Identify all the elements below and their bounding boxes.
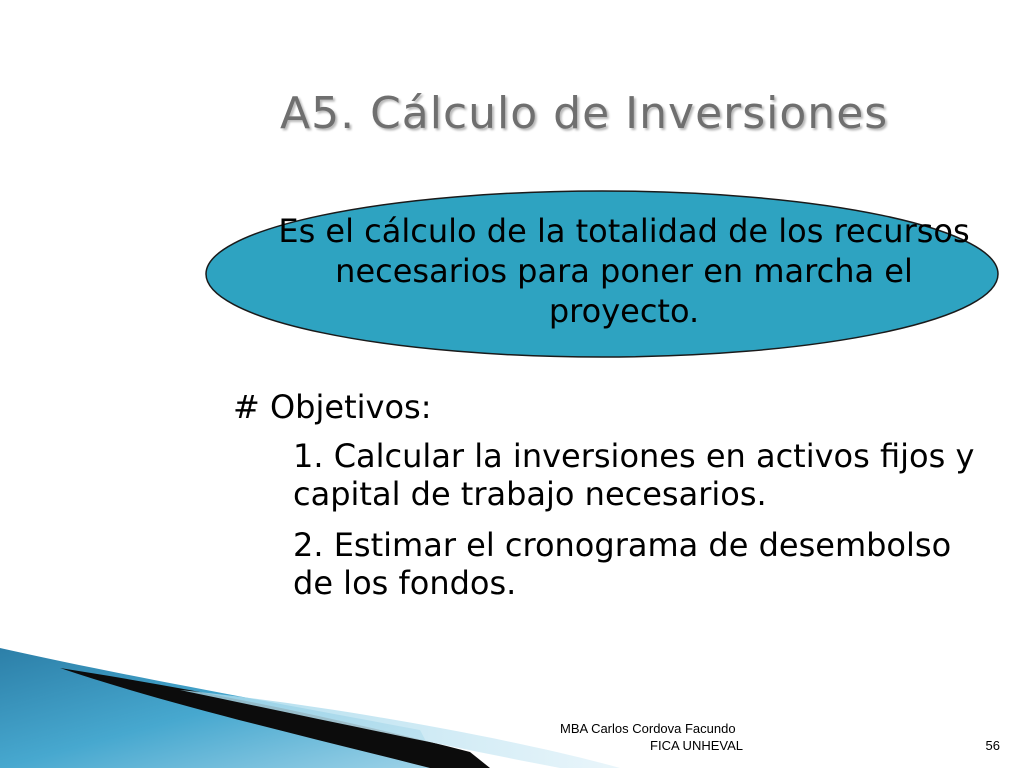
page-number: 56 <box>985 738 1000 753</box>
footer-organization: FICA UNHEVAL <box>650 738 743 753</box>
objective-item: 2. Estimar el cronograma de desembolso de los fondos. <box>293 526 952 602</box>
definition-ellipse <box>204 189 1000 359</box>
definition-text: Es el cálculo de la totalidad de los recursos necesarios para poner en marcha el proyecto. <box>278 212 970 330</box>
objective-item: 1. Calcular la inversiones en activos fijos y capital de trabajo necesarios. <box>293 437 975 513</box>
objectives-heading: # Objetivos: <box>233 388 432 426</box>
slide-title: A5. Cálculo de Inversiones <box>280 88 889 139</box>
footer-author: MBA Carlos Cordova Facundo <box>560 721 736 736</box>
